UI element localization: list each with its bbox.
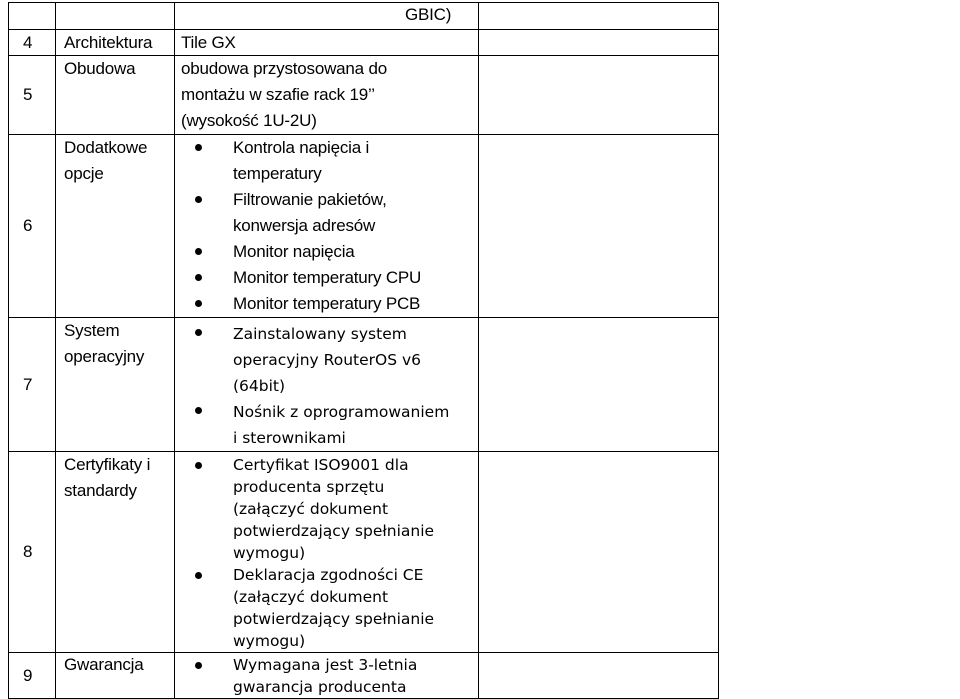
bullet-icon (195, 407, 202, 414)
right-margin (719, 318, 958, 452)
parameter-name-line: opcje (64, 164, 104, 183)
list-item-line: Filtrowanie pakietów, (233, 190, 387, 209)
requirement-cell (175, 653, 479, 699)
list-item-line: (64bit) (233, 377, 286, 395)
bullet-icon (195, 248, 202, 255)
list-item-line: operacyjny RouterOS v6 (233, 351, 422, 369)
right-margin (719, 452, 958, 653)
offer-cell (479, 30, 719, 56)
bullet-icon (195, 144, 202, 151)
list-item-line: potwierdzający spełnianie (233, 610, 435, 628)
list-item-line: wymogu) (233, 632, 306, 650)
requirement-cell (175, 56, 479, 135)
list-item (175, 654, 478, 698)
row-number-cell (9, 56, 56, 135)
parameter-name-cell (56, 56, 175, 135)
list-item-line: temperatury (233, 164, 322, 183)
requirement-line: montażu w szafie rack 19’’ (181, 85, 375, 104)
offer-cell (479, 452, 719, 653)
row-number-cell (9, 653, 56, 699)
list-item-line: Monitor temperatury CPU (233, 268, 422, 287)
offer-cell (479, 56, 719, 135)
list-item-line: Deklaracja zgodności CE (233, 566, 424, 584)
requirement-line: obudowa przystosowana do (181, 59, 387, 78)
list-item-line: Monitor napięcia (233, 242, 355, 261)
parameter-name: Gwarancja (64, 655, 144, 674)
bullet-icon (195, 462, 202, 469)
list-item (175, 239, 478, 265)
list-item (175, 187, 478, 239)
requirement-list (175, 654, 478, 698)
bullet-icon (195, 274, 202, 281)
row-number: 7 (23, 374, 33, 394)
parameter-name-cell (56, 452, 175, 653)
table-row (9, 452, 958, 653)
table-row (9, 318, 958, 452)
list-item-line: gwarancja producenta (233, 678, 407, 696)
row-number: 4 (23, 32, 33, 52)
parameter-name-line: Dodatkowe (64, 138, 148, 157)
list-item-line: Kontrola napięcia i (233, 138, 370, 157)
parameter-name-line: Certyfikaty i (64, 455, 151, 474)
list-item-line: producenta sprzętu (233, 478, 385, 496)
bullet-icon (195, 662, 202, 669)
list-item-line: Monitor temperatury PCB (233, 294, 421, 313)
row-number-cell (9, 318, 56, 452)
row-number-cell (9, 452, 56, 653)
row-number: 8 (23, 542, 33, 561)
list-item (175, 265, 478, 291)
list-item (175, 454, 478, 564)
list-item-line: (załączyć dokument (233, 500, 389, 518)
list-item (175, 399, 478, 451)
list-item-line: i sterownikami (233, 429, 346, 447)
parameter-name-cell (56, 653, 175, 699)
list-item-line: (załączyć dokument (233, 588, 389, 606)
bullet-icon (195, 300, 202, 307)
list-item-line: potwierdzający spełnianie (233, 522, 435, 540)
requirement-list (175, 135, 478, 317)
parameter-name-line: standardy (64, 481, 137, 500)
parameter-name-cell (56, 135, 175, 318)
requirement-list (175, 454, 478, 652)
requirement-cell (175, 3, 479, 30)
list-item (175, 135, 478, 187)
parameter-name-cell (56, 3, 175, 30)
requirement-text: Tile GX (181, 33, 236, 52)
right-margin (719, 30, 958, 56)
specification-table (8, 2, 958, 699)
row-number-cell (9, 30, 56, 56)
requirement-list (175, 321, 478, 451)
requirement-line: (wysokość 1U-2U) (181, 111, 317, 130)
row-number: 5 (23, 85, 33, 104)
right-margin (719, 3, 958, 30)
row-number-cell (9, 3, 56, 30)
list-item-line: Certyfikat ISO9001 dla (233, 456, 409, 474)
list-item (175, 291, 478, 317)
parameter-name-cell (56, 30, 175, 56)
parameter-name-line: System (64, 321, 120, 340)
table-row (9, 3, 958, 30)
list-item-line: konwersja adresów (233, 216, 376, 235)
requirement-text: GBIC) (405, 5, 452, 24)
list-item-line: wymogu) (233, 544, 306, 562)
right-margin (719, 56, 958, 135)
list-item (175, 564, 478, 652)
bullet-icon (195, 196, 202, 203)
offer-cell (479, 135, 719, 318)
parameter-name: Architektura (64, 33, 153, 52)
list-item (175, 321, 478, 399)
parameter-name: Obudowa (64, 59, 136, 78)
requirement-cell (175, 452, 479, 653)
requirement-cell (175, 135, 479, 318)
bullet-icon (195, 329, 202, 336)
table-row (9, 135, 958, 318)
parameter-name-line: operacyjny (64, 347, 145, 366)
list-item-line: Wymagana jest 3-letnia (233, 656, 418, 674)
table-row (9, 30, 958, 56)
row-number: 6 (23, 216, 33, 235)
offer-cell (479, 3, 719, 30)
row-number-cell (9, 135, 56, 318)
list-item-line: Zainstalowany system (233, 325, 407, 343)
list-item-line: Nośnik z oprogramowaniem (233, 403, 450, 421)
bullet-icon (195, 572, 202, 579)
offer-cell (479, 653, 719, 699)
requirement-cell (175, 318, 479, 452)
requirement-cell (175, 30, 479, 56)
row-number: 9 (23, 665, 33, 685)
parameter-name-cell (56, 318, 175, 452)
offer-cell (479, 318, 719, 452)
table-row (9, 653, 958, 699)
right-margin (719, 653, 958, 699)
table-row (9, 56, 958, 135)
right-margin (719, 135, 958, 318)
